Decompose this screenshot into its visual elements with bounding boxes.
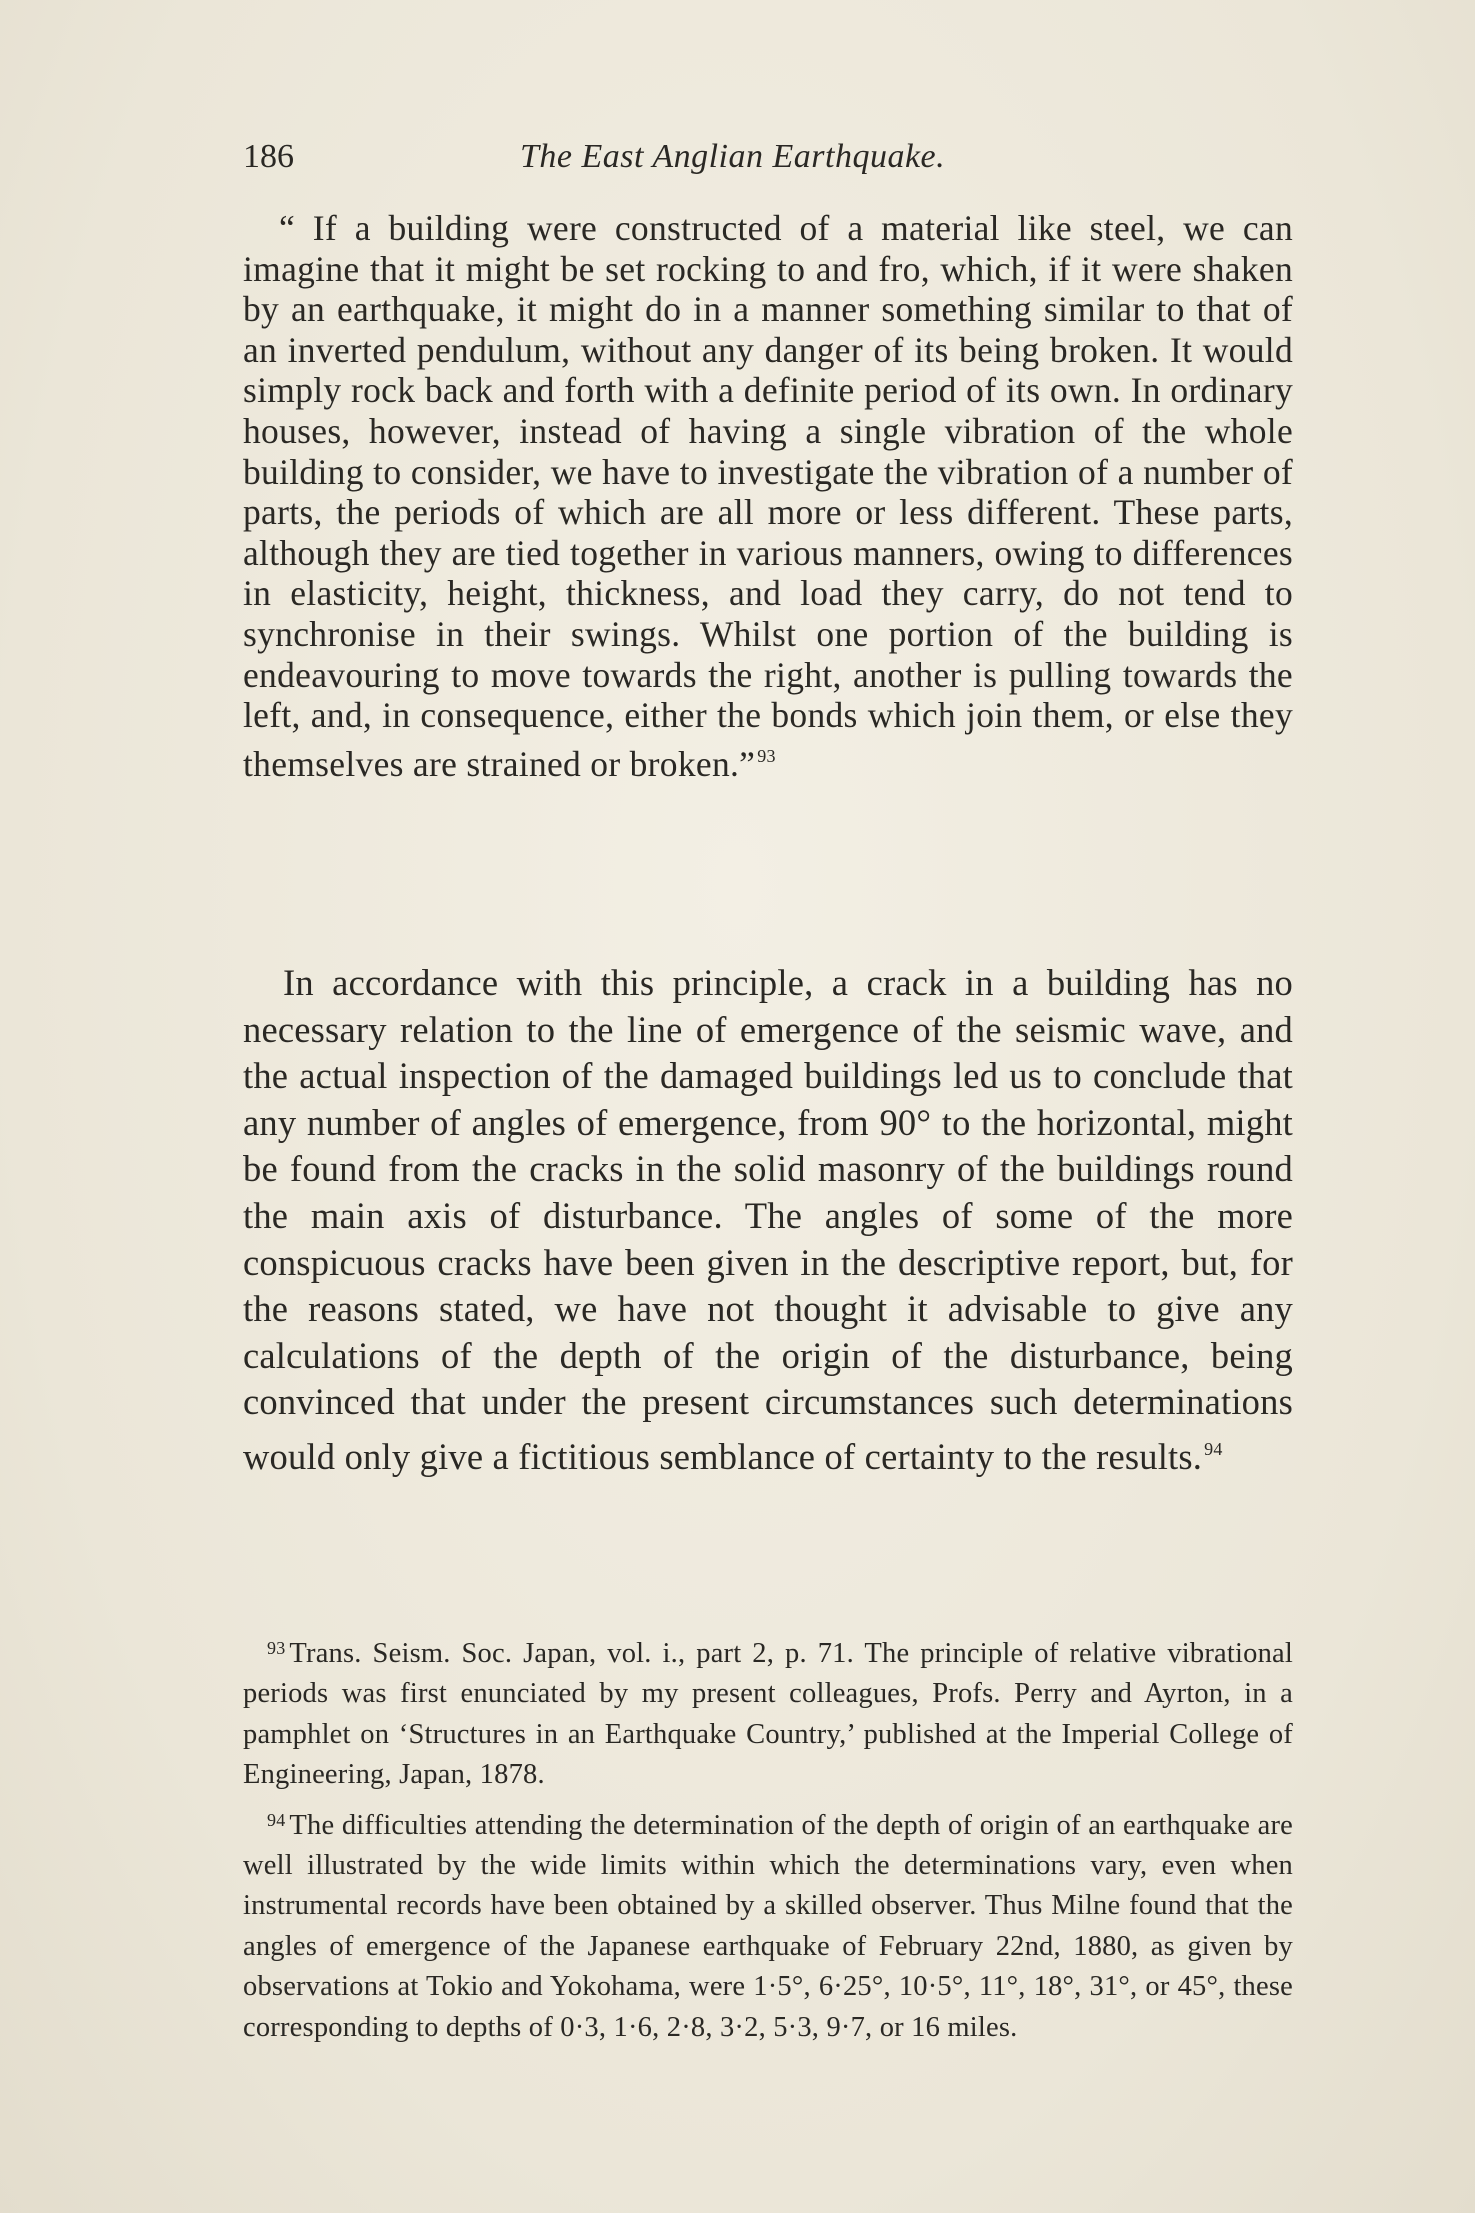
footnote-93 — [243, 1628, 1293, 1796]
running-title: The East Anglian Earthquake. — [520, 138, 946, 175]
footnote-reference-94: 94 — [1204, 1438, 1223, 1459]
page-header — [243, 138, 1293, 188]
footnote-reference-93: 93 — [757, 745, 776, 766]
footnote-mark: 93 — [267, 1638, 286, 1658]
footnotes — [243, 1628, 1293, 2052]
quoted-passage — [243, 208, 1293, 784]
body-paragraph — [243, 960, 1293, 1481]
footnote-text: Trans. Seism. Soc. Japan, vol. i., part 2, p. 71. The principle of relative vibrational periods was first enunciated by my present colleagues, Profs. Perry and Ayrton, in a pamphlet on ‘Structures in an Earthquake Country,’ published at the Imperial College of Engineering, Japan, 1878. — [243, 1638, 1293, 1791]
footnote-94 — [243, 1800, 1293, 2048]
quoted-passage-text: “ If a building were constructed of a material like steel, we can imagine that it might be set rocking to and fro, which, if it were shaken by an earthquake, it might do in a manner something similar to that of an inverted pendulum, without any danger of its being broken. It would simply rock back and forth with a definite period of its own. In ordinary houses, however, instead of having a single vibration of the whole building to consider, we have to investigate the vibration of a number of parts, the periods of which are all more or less different. These parts, although they are tied together in various manners, owing to differences in elasticity, height, thickness, and load they carry, do not tend to synchronise in their swings. Whilst one portion of the building is endeavouring to move towards the right, another is pulling towards the left, and, in consequence, either the bonds which join them, or else they themselves are strained or broken.” — [243, 208, 1293, 784]
footnote-text: The difficulties attending the determination of the depth of origin of an earthquake are well illustrated by the wide limits within which the determinations vary, even when instrumental records have been obtained by a skilled observer. Thus Milne found that the angles of emergence of the Japanese earthquake of February 22nd, 1880, as given by observations at Tokio and Yokohama, were 1·5°, 6·25°, 10·5°, 11°, 18°, 31°, or 45°, these corresponding to depths of 0·3, 1·6, 2·8, 3·2, 5·3, 9·7, or 16 miles. — [243, 1809, 1293, 2043]
body-paragraph-text: In accordance with this principle, a crack in a building has no necessary relation to the line of emergence of the seismic wave, and the actual inspection of the damaged buildings led us to conclude that any number of angles of emergence, from 90° to the horizontal, might be found from the cracks in the solid masonry of the buildings round the main axis of disturbance. The angles of some of the more conspicuous cracks have been given in the descriptive report, but, for the reasons stated, we have not thought it advisable to give any calculations of the depth of the origin of the disturbance, being convinced that under the present circumstances such determinations would only give a fictitious semblance of certainty to the results. — [243, 962, 1293, 1477]
footnote-mark: 94 — [267, 1809, 286, 1830]
page-number: 186 — [243, 138, 294, 175]
